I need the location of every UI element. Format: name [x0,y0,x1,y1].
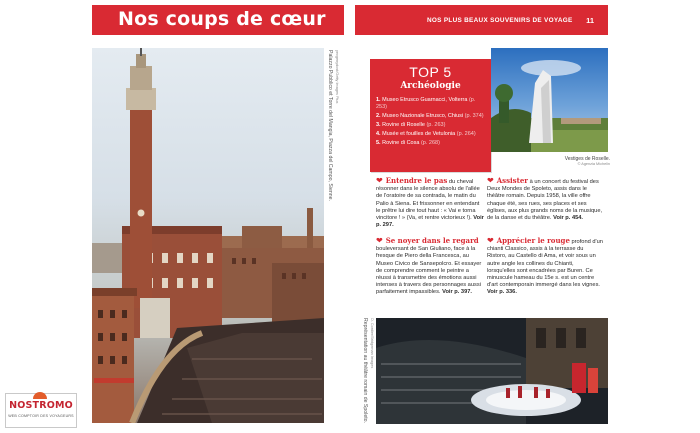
article-heading: Assister [496,176,528,185]
spoleto-illustration [376,318,608,424]
heart-icon: ❤ [487,236,494,245]
top5-item [376,97,486,110]
top5-item-number: 4. [376,130,381,137]
top5-item-number: 2. [376,112,381,119]
spoleto-photo [376,318,608,424]
article-page-ref: Voir p. 454. [553,215,584,222]
logo-tagline: WEB COMPTOIR DES VOYAGEURS [8,414,74,418]
top5-item-number: 3. [376,121,381,128]
running-head: NOS PLUS BEAUX SOUVENIRS DE VOYAGE [427,17,573,24]
top5-item-number: 5. [376,139,381,146]
top5-item-number: 1. [376,97,381,103]
siena-photo [92,48,324,423]
heart-icon: ❤ [376,176,383,185]
article-page-ref: Voir p. 397. [442,289,473,296]
top5-item-ref: (p. 268) [420,139,440,146]
siena-photo-credit: yevgenydost/Getty Images Plus [335,50,339,104]
article-assister [487,177,603,222]
article-body: bouleversant de San Giuliano, face à la fresque de Piero della Francesca, au Museo Civico de Sansepolcro. Et essayer de comprendre comment le peintre a réussi à transmettre des émotions aussi intenses à travers des personnages aussi parfaitement impassibles. [376,246,482,296]
article-se-noyer [376,237,484,297]
logo-brand: NOSTROMO [9,400,73,411]
roselle-photo [491,48,608,152]
article-heading: Apprécier le rouge [496,236,570,245]
top5-list [376,97,486,149]
top5-item-name: Museo Nazionale Etrusco, Chiusi [382,112,464,119]
top5-item-ref: (p. 374) [464,112,484,119]
article-heading: Entendre le pas [385,176,448,185]
top5-item-ref: (p. 253) [376,97,476,110]
spoleto-photo-credit: D. Cordier/Bridgeman Images [370,318,374,369]
top5-item [376,140,486,147]
article-heading: Se noyer dans le regard [385,236,479,245]
top5-item [376,122,486,129]
right-page-banner [355,5,608,35]
roselle-illustration [491,48,608,152]
article-apprecier [487,237,603,297]
top5-item-ref: (p. 264) [456,130,476,137]
top5-heading: Archéologie [400,81,461,91]
sun-icon [33,392,47,399]
spoleto-photo-caption: Représentation au théâtre romain de Spoleto. [362,318,368,423]
siena-illustration [92,48,324,423]
article-page-ref: Voir p. 336. [487,289,517,296]
roselle-caption: Vestiges de Roselle. [564,156,610,162]
top5-item-name: Rovine di Cosa [382,139,420,146]
heart-icon: ❤ [376,236,383,245]
nostromo-logo [5,393,77,428]
page-number: 11 [586,16,594,25]
top5-item [376,113,486,120]
top5-item-name: Rovine di Roselle [382,121,425,128]
top5-item-ref: (p. 263) [426,121,446,128]
top5-box [370,59,491,172]
article-entendre [376,177,484,229]
left-page-banner [92,5,344,35]
article-body: du cheval résonner dans le silence absolu de l'allée de l'oratoire de sa contrada, le matin du Palio à Siena. Et frissonner en entendant le prêtre lui dire tout haut : « Vai e torna vincitore ! » (Va, et rentre victorieux !). [376,179,480,222]
roselle-credit: © Agenzia Michelin [577,162,610,166]
top5-item-name: Musée et fouilles de Vetulonia [382,130,456,137]
siena-photo-caption: Palazzo Pubblico et Torre del Mangia, Piazza del Campo, Sienne. [327,50,333,202]
top5-item [376,131,486,138]
left-page-title: Nos coups de cœur [118,8,326,30]
top5-item-name: Museo Etrusco Guarnacci, Volterra [382,97,468,103]
article-body: profond d'un chianti Classico, assis à la terrasse du Ristoro, au Castello di Ama, et voir sous un autre angle les collines du Chianti, lorsqu'elles sont encadrées par Buren. Ce minuscule hameau du 15e s. est un centre d'art contemporain immergé dans les vignes. [487,239,603,289]
top5-kicker: TOP 5 [409,64,452,80]
article-page-ref: Voir p. 297. [376,215,484,229]
heart-icon: ❤ [487,176,494,185]
article-body: à un concert du festival des Deux Mondes de Spoleto, assis dans le théâtre romain. Depuis 1958, la ville offre chaque été, ses rues, ses places et ses églises, aux plus grands noms de la musique, de la danse et du théâtre. [487,179,603,222]
